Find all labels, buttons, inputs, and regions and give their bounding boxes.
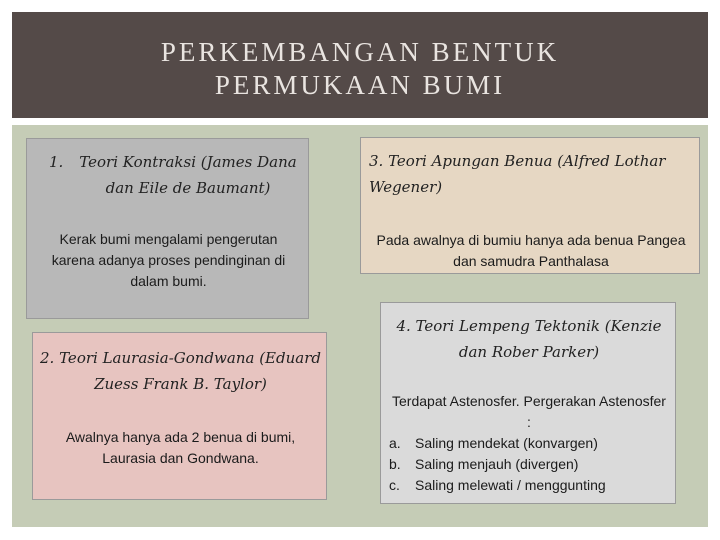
list-item — [389, 433, 677, 454]
list-marker: a. — [389, 435, 401, 451]
card-body-intro: Terdapat Astenosfer. Pergerakan Astenosfer : — [392, 393, 666, 430]
list-marker: c. — [389, 477, 400, 493]
card-number: 1. — [49, 153, 64, 171]
card-teori-apungan-benua — [360, 137, 700, 274]
card-body — [381, 391, 677, 493]
card-heading: 4. Teori Lempeng Tektonik (Kenzie dan Rober Parker) — [396, 317, 662, 361]
card-body: Kerak bumi mengalami pengerutan karena adanya proses pendinginan di dalam bumi. — [51, 231, 286, 289]
card-body: Pada awalnya di bumiu hanya ada benua Pangea dan samudra Panthalasa — [376, 232, 686, 269]
card-body: Awalnya hanya ada 2 benua di bumi, Laurasia dan Gondwana. — [65, 429, 296, 466]
list-item-text: Saling menjauh (divergen) — [415, 456, 579, 472]
card-teori-laurasia-gondwana — [32, 332, 327, 500]
card-teori-lempeng-tektonik — [380, 302, 676, 504]
card-heading — [49, 149, 299, 201]
list-marker: b. — [389, 456, 401, 472]
card-teori-kontraksi — [26, 138, 309, 319]
card-heading-text: Teori Kontraksi (James Dana dan Eile de Baumant) — [79, 153, 297, 197]
card-heading: 3. Teori Apungan Benua (Alfred Lothar Wegener) — [369, 152, 666, 196]
list-item-text: Saling melewati / menggunting — [415, 477, 606, 493]
title-bar — [12, 12, 708, 118]
slide-title-line-2: PERMUKAAN BUMI — [214, 70, 506, 100]
list-item — [389, 475, 677, 496]
movement-list — [389, 433, 677, 496]
card-heading: 2. Teori Laurasia-Gondwana (Eduard Zuess Frank B. Taylor) — [40, 349, 321, 393]
slide-title-line-1: PERKEMBANGAN BENTUK — [160, 37, 560, 67]
list-item — [389, 454, 677, 475]
slide-title — [12, 36, 708, 102]
list-item-text: Saling mendekat (konvargen) — [415, 435, 598, 451]
